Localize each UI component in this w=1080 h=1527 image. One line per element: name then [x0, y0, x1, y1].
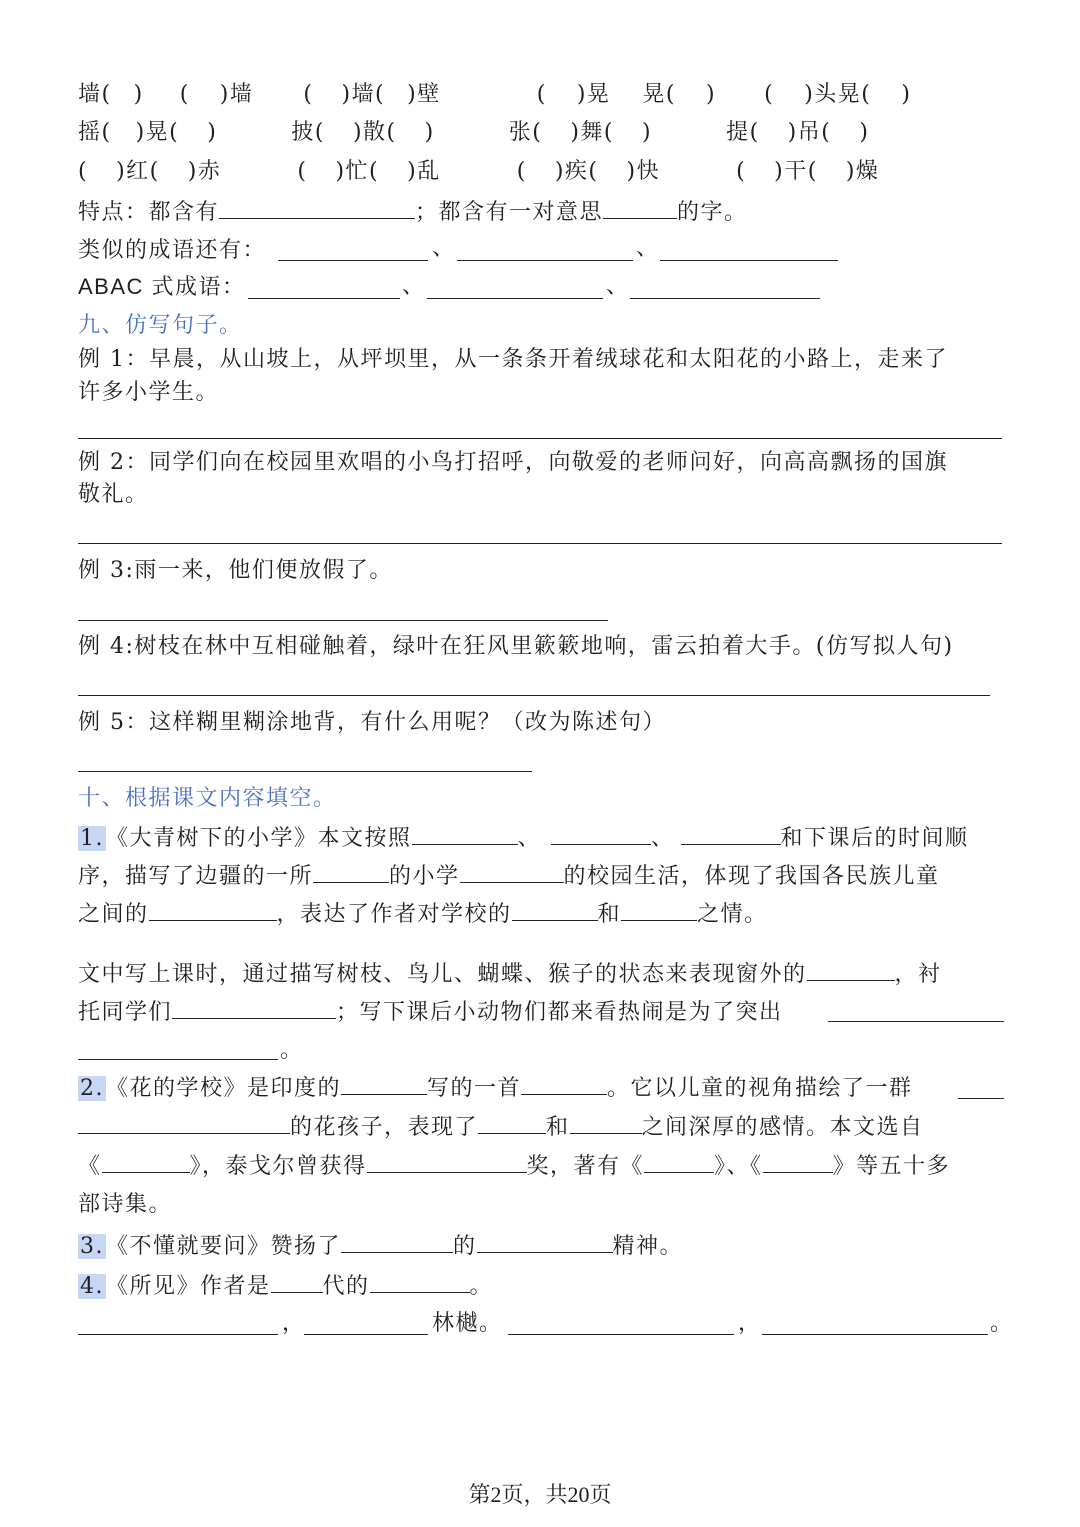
q1-line-2	[78, 860, 940, 892]
answer-line[interactable]	[78, 620, 608, 621]
answer-blank[interactable]	[762, 1334, 988, 1335]
q1-text: ，表达了作者对学校的	[276, 902, 512, 927]
q2-text: 》、《	[714, 1154, 763, 1179]
q1-text: ，衬	[894, 962, 942, 987]
answer-blank[interactable]	[570, 1111, 642, 1134]
idiom-text: )晃(	[135, 120, 180, 145]
answer-blank[interactable]	[412, 822, 518, 845]
answer-blank[interactable]	[508, 1334, 734, 1335]
answer-blank[interactable]	[341, 1072, 427, 1095]
answer-blank[interactable]	[427, 298, 603, 299]
q1-line-1	[78, 822, 969, 854]
q2-text: 之间深厚的感情。本文选自	[641, 1115, 924, 1140]
q4-text: 《所见》作者是	[106, 1274, 271, 1299]
poem-text: ，	[282, 1311, 306, 1336]
separator: 、	[432, 236, 456, 261]
idiom-text: 提(	[726, 120, 760, 145]
idiom-text: )	[424, 120, 435, 145]
answer-blank[interactable]	[630, 298, 820, 299]
q2-text: 的花孩子，表现了	[290, 1115, 479, 1140]
answer-blank[interactable]	[219, 196, 415, 219]
q1-text: 和下课后的时间顺	[780, 826, 969, 851]
idiom-text: )舞(	[570, 120, 614, 145]
answer-blank[interactable]	[149, 898, 277, 921]
similar-idioms-line	[78, 234, 276, 266]
page-footer: 第2页，共20页	[468, 1482, 612, 1507]
answer-blank[interactable]	[460, 860, 564, 883]
idiom-text: 张(	[508, 120, 543, 145]
idiom-text: (	[179, 82, 190, 107]
q2-text: 奖，著有《	[526, 1154, 645, 1179]
feature-label: 特点：都含有	[78, 200, 220, 225]
answer-blank[interactable]	[313, 860, 389, 883]
q4-text: 代的	[322, 1274, 370, 1299]
answer-blank[interactable]	[271, 1270, 323, 1293]
abac-label: ABAC 式成语：	[78, 274, 246, 299]
q1-text: 、	[651, 826, 675, 851]
section-10-title: 十、根据课文内容填空。	[78, 786, 337, 811]
poem-text: 林樾。	[432, 1311, 503, 1336]
answer-blank[interactable]	[172, 996, 336, 1019]
answer-blank[interactable]	[78, 1334, 278, 1335]
q2-text: 《	[78, 1154, 102, 1179]
answer-blank[interactable]	[370, 1270, 470, 1293]
idiom-text: )快	[626, 159, 661, 184]
answer-blank[interactable]	[102, 1150, 190, 1173]
q1-text: 。	[280, 1038, 304, 1063]
answer-blank[interactable]	[512, 898, 598, 921]
idiom-text: (	[303, 82, 314, 107]
example-3-text: 例 3:雨一来，他们便放假了。	[78, 558, 393, 583]
answer-blank[interactable]	[477, 1230, 613, 1253]
idiom-row-2	[78, 118, 869, 148]
idiom-text: )散(	[352, 120, 397, 145]
answer-line[interactable]	[78, 438, 1002, 439]
question-number: 3.	[80, 1234, 104, 1259]
q2-text: 》等五十多	[832, 1154, 951, 1179]
example-4-text: 例 4:树枝在林中互相碰触着，绿叶在狂风里簌簌地响，雷云拍着大手。(仿写拟人句)	[78, 634, 954, 659]
idiom-text: (	[516, 159, 527, 184]
separator: 、	[606, 274, 630, 299]
idiom-text: )	[133, 82, 144, 107]
idiom-text: )燥	[845, 159, 880, 184]
answer-blank[interactable]	[248, 298, 400, 299]
idiom-text: )吊(	[787, 120, 832, 145]
answer-blank[interactable]	[763, 1150, 833, 1173]
idiom-text: )疾(	[554, 159, 599, 184]
q1-text: 的小学	[389, 864, 460, 889]
idiom-text: )	[901, 82, 912, 107]
idiom-text: (	[536, 82, 547, 107]
idiom-text: )墙	[219, 82, 254, 107]
q1-text: 托同学们	[78, 1000, 173, 1025]
idiom-row-3	[78, 157, 879, 187]
q4-text: 。	[469, 1274, 494, 1299]
feature-mid: ；都含有一对意思	[415, 200, 604, 225]
q2-text: 写的一首	[427, 1076, 522, 1101]
idiom-text: )壁	[407, 82, 441, 107]
answer-blank[interactable]	[521, 1072, 607, 1095]
separator: 、	[636, 236, 660, 261]
answer-line[interactable]	[78, 695, 990, 696]
poem-text: ，	[738, 1311, 762, 1336]
idiom-text: )忙(	[335, 159, 380, 184]
answer-blank[interactable]	[958, 1098, 1004, 1099]
idiom-text: (	[297, 159, 308, 184]
idiom-text: )	[706, 82, 717, 107]
q1-text: 之间的	[78, 902, 149, 927]
answer-blank[interactable]	[278, 260, 428, 261]
example-5-text: 例 5：这样糊里糊涂地背，有什么用呢？（改为陈述句）	[78, 710, 666, 735]
idiom-row-1	[78, 80, 911, 110]
answer-blank[interactable]	[644, 1150, 714, 1173]
idiom-text: 晃(	[642, 82, 677, 107]
answer-blank[interactable]	[78, 1059, 278, 1060]
example-1-text: 例 1：早晨，从山坡上，从坪坝里，从一条条开着绒球花和太阳花的小路上，走来了	[78, 347, 948, 372]
q3-text: 的	[453, 1234, 477, 1259]
answer-blank[interactable]	[457, 260, 633, 261]
q3-text: 精神。	[612, 1234, 684, 1259]
idiom-text: 披(	[291, 120, 325, 145]
answer-blank[interactable]	[304, 1334, 428, 1335]
idiom-text: )乱	[407, 159, 441, 184]
answer-line[interactable]	[78, 543, 1002, 544]
answer-blank[interactable]	[78, 1111, 290, 1134]
answer-blank[interactable]	[681, 822, 781, 845]
idiom-text: )红(	[116, 159, 160, 184]
poem-text: 。	[990, 1311, 1014, 1336]
q2-text: 和	[546, 1115, 570, 1140]
answer-blank[interactable]	[478, 1111, 546, 1134]
q2-text: 。它以儿童的视角描绘了一群	[607, 1076, 913, 1101]
answer-blank[interactable]	[551, 822, 651, 845]
idiom-text: (	[736, 159, 747, 184]
q1-line-3	[78, 898, 768, 930]
q1-line-4	[78, 958, 942, 990]
answer-blank[interactable]	[807, 958, 895, 981]
separator: 、	[402, 274, 426, 299]
q3-line	[78, 1230, 683, 1262]
q2-line-2	[78, 1111, 924, 1143]
idiom-text: )干(	[774, 159, 818, 184]
idiom-text: )	[207, 120, 218, 145]
idiom-text: (	[764, 82, 775, 107]
example-1-text: 许多小学生。	[78, 380, 220, 405]
example-2-text: 敬礼。	[78, 482, 149, 507]
idiom-text: 摇(	[78, 120, 112, 145]
feature-end: 的字。	[677, 200, 748, 225]
idiom-text: )赤	[187, 159, 222, 184]
answer-blank[interactable]	[367, 1150, 527, 1173]
q1-text: 之情。	[697, 902, 768, 927]
question-number: 4.	[80, 1274, 104, 1299]
question-number: 1.	[80, 826, 104, 851]
q1-text: ；写下课后小动物们都来看热闹是为了突出	[336, 1000, 783, 1025]
answer-blank[interactable]	[660, 260, 838, 261]
q1-text: 文中写上课时，通过描写树枝、鸟儿、蝴蝶、猴子的状态来表现窗外的	[78, 962, 807, 987]
idiom-text: )	[859, 120, 870, 145]
q2-text: 》，泰戈尔曾获得	[189, 1154, 367, 1179]
similar-label: 类似的成语还有：	[78, 238, 267, 263]
q1-text: 的校园生活，体现了我国各民族儿童	[563, 864, 940, 889]
answer-line[interactable]	[78, 771, 532, 772]
idiom-text: )	[641, 120, 653, 145]
q2-text: 部诗集。	[78, 1192, 173, 1217]
q2-line-3	[78, 1150, 950, 1182]
idiom-text: )晃	[576, 82, 611, 107]
question-number: 2.	[80, 1076, 104, 1101]
example-2-text: 例 2：同学们向在校园里欢唱的小鸟打招呼，向敬爱的老师问好，向高高飘扬的国旗	[78, 450, 948, 475]
q1-line-5	[78, 996, 783, 1028]
section-9-title: 九、仿写句子。	[78, 313, 243, 338]
idiom-text: )墙(	[341, 82, 386, 107]
idiom-text: )头晃(	[804, 82, 872, 107]
q4-line	[78, 1270, 493, 1302]
answer-blank[interactable]	[341, 1230, 453, 1253]
answer-blank[interactable]	[828, 1021, 1004, 1022]
feature-line	[78, 196, 748, 228]
q2-line-1	[78, 1072, 913, 1104]
q1-text: 和	[597, 902, 622, 927]
q2-text: 《花的学校》是印度的	[106, 1076, 342, 1101]
answer-blank[interactable]	[621, 898, 697, 921]
q1-text: 、	[517, 826, 542, 851]
answer-blank[interactable]	[603, 196, 677, 219]
q3-text: 《不懂就要问》赞扬了	[106, 1234, 342, 1259]
q1-text: 《大青树下的小学》本文按照	[106, 826, 412, 851]
idiom-text: (	[78, 159, 89, 184]
idiom-text: 墙(	[78, 82, 112, 107]
q1-text: 序，描写了边疆的一所	[78, 864, 314, 889]
